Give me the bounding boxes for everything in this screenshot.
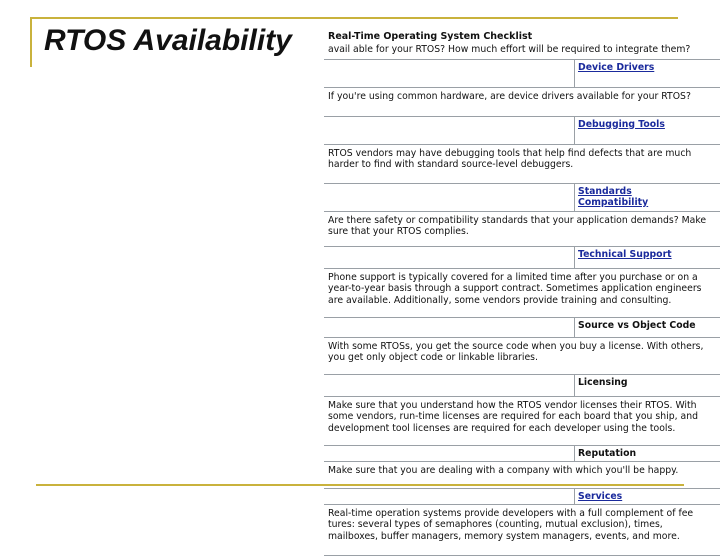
checklist-heading: Debugging Tools: [575, 117, 720, 145]
checklist-description: Phone support is typically covered for a limited time after you purchase or on a year-to-year basis through a support contract. Sometimes application engineers are available. Additionally, some vendors provide training and consulting.: [324, 269, 720, 318]
checklist-heading-row: [324, 489, 720, 505]
blank-cell: [324, 117, 575, 145]
checklist-sections: [324, 60, 720, 556]
checklist-heading-row: [324, 318, 720, 338]
checklist-heading: Device Drivers: [575, 60, 720, 88]
checklist-heading-row: [324, 117, 720, 145]
checklist-heading: Licensing: [575, 375, 720, 397]
checklist-heading: Source vs Object Code: [575, 318, 720, 338]
checklist-heading-row: [324, 184, 720, 212]
checklist-heading-row: [324, 375, 720, 397]
checklist-description: Are there safety or compatibility standards that your application demands? Make sure that your RTOS complies.: [324, 212, 720, 247]
checklist-heading-row: [324, 247, 720, 269]
checklist-heading-row: [324, 60, 720, 88]
checklist-heading: Technical Support: [575, 247, 720, 269]
left-rule: [30, 17, 32, 67]
blank-cell: [324, 184, 575, 212]
checklist-description: Make sure that you are dealing with a company with which you'll be happy.: [324, 462, 720, 489]
blank-cell: [324, 446, 575, 462]
checklist-heading: Standards Compatibility: [575, 184, 720, 212]
checklist-description: If you're using common hardware, are device drivers available for your RTOS?: [324, 88, 720, 117]
blank-cell: [324, 247, 575, 269]
checklist-heading: Services: [575, 489, 720, 505]
checklist-lead-text: avail able for your RTOS? How much effort will be required to integrate them?: [324, 44, 720, 60]
blank-cell: [324, 60, 575, 88]
blank-cell: [324, 318, 575, 338]
checklist-description: RTOS vendors may have debugging tools that help find defects that are much harder to find with standard source-level debuggers.: [324, 145, 720, 184]
checklist-description: Real-time operation systems provide developers with a full complement of fee tures: several types of semaphores (counting, mutual exclusion), times, mailboxes, buffer managers, memory system managers, events, and more.: [324, 505, 720, 556]
blank-cell: [324, 489, 575, 505]
checklist-heading-row: [324, 446, 720, 462]
checklist-image: [324, 27, 720, 542]
checklist-title: Real-Time Operating System Checklist: [328, 31, 533, 42]
checklist-heading: Reputation: [575, 446, 720, 462]
slide-title: RTOS Availability: [44, 24, 292, 57]
top-rule: [30, 17, 678, 19]
checklist-description: Make sure that you understand how the RTOS vendor licenses their RTOS. With some vendors, run-time licenses are required for each board that you ship, and development tool licenses are required for each developer using the tools.: [324, 397, 720, 446]
checklist-description: With some RTOSs, you get the source code when you buy a license. With others, you get only object code or linkable libraries.: [324, 338, 720, 375]
blank-cell: [324, 375, 575, 397]
